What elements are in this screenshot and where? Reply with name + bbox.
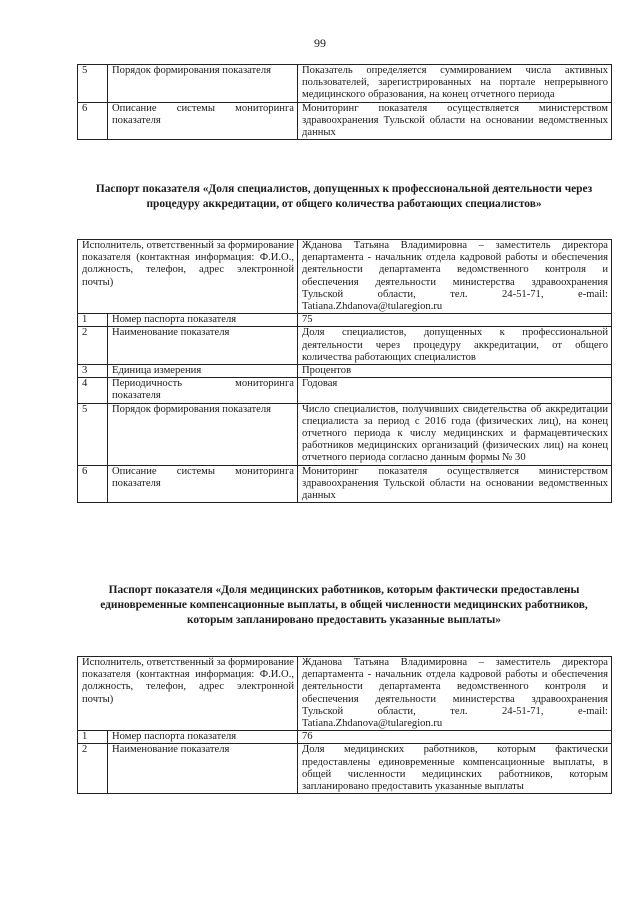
table-row: [78, 102, 612, 140]
row-value: Процентов: [298, 365, 612, 378]
table-row: [78, 465, 612, 503]
row-value: Доля специалистов, допущенных к профессиональной деятельности через процедуру аккредитации, от общего количества работающих специалистов: [298, 327, 612, 365]
row-label: Номер паспорта показателя: [108, 314, 298, 327]
page-number: 99: [314, 36, 326, 50]
table-row: [78, 327, 612, 365]
row-label: Описание системы мониторинга показателя: [108, 102, 298, 140]
row-number: 2: [78, 327, 108, 365]
passport-table-76: [77, 656, 612, 794]
executor-row: [78, 657, 612, 731]
row-number: 5: [78, 403, 108, 465]
row-number: 3: [78, 365, 108, 378]
row-number: 5: [78, 65, 108, 103]
table-row: [78, 314, 612, 327]
passport-table-continued: [77, 64, 612, 140]
row-number: 1: [78, 314, 108, 327]
executor-value: Жданова Татьяна Владимировна – заместитель директора департамента - начальник отдела кадровой работы и обеспечения деятельности департамента ведомственного контроля и обеспечения деятельности министерства здравоохранения Тульской области, тел. 24-51-71, e-mail: Tatiana.Zhdanova@tularegion.ru: [298, 240, 612, 314]
row-label: Порядок формирования показателя: [108, 65, 298, 103]
row-number: 6: [78, 465, 108, 503]
table-row: [78, 744, 612, 794]
row-value: Показатель определяется суммированием числа активных пользователей, зарегистрированных на портале непрерывного медицинского образования, на конец отчетного периода: [298, 65, 612, 103]
row-value: Годовая: [298, 378, 612, 403]
row-label: Периодичность мониторинга показателя: [108, 378, 298, 403]
row-number: 2: [78, 744, 108, 794]
table-row: [78, 731, 612, 744]
row-number: 4: [78, 378, 108, 403]
executor-row: [78, 240, 612, 314]
row-number: 6: [78, 102, 108, 140]
executor-label: Исполнитель, ответственный за формирование показателя (контактная информация: Ф.И.О., должность, телефон, адрес электронной почты): [78, 240, 298, 314]
row-value: Число специалистов, получивших свидетельства об аккредитации специалиста за период с 2016 года (физических лиц), на конец отчетного периода к числу медицинских и фармацевтических работников медицинских организаций (физических лиц) на конец отчетного периода согласно данным формы № 30: [298, 403, 612, 465]
row-value: Доля медицинских работников, которым фактически предоставлены единовременные компенсационные выплаты, в общей численности медицинских работников, которым запланировано предоставить указанные выплаты: [298, 744, 612, 794]
table-row: [78, 378, 612, 403]
row-label: Номер паспорта показателя: [108, 731, 298, 744]
executor-label: Исполнитель, ответственный за формирование показателя (контактная информация: Ф.И.О., должность, телефон, адрес электронной почты): [78, 657, 298, 731]
row-value: Мониторинг показателя осуществляется министерством здравоохранения Тульской области на основании ведомственных данных: [298, 102, 612, 140]
row-value: Мониторинг показателя осуществляется министерством здравоохранения Тульской области на основании ведомственных данных: [298, 465, 612, 503]
passport-heading-75: Паспорт показателя «Доля специалистов, допущенных к профессиональной деятельности через процедуру аккредитации, от общего количества работающих специалистов»: [95, 183, 593, 210]
passport-table-75: [77, 239, 612, 503]
executor-value: Жданова Татьяна Владимировна – заместитель директора департамента - начальник отдела кадровой работы и обеспечения деятельности департамента ведомственного контроля и обеспечения деятельности министерства здравоохранения Тульской области, тел. 24-51-71, e-mail: Tatiana.Zhdanova@tularegion.ru: [298, 657, 612, 731]
table-row: [78, 403, 612, 465]
passport-heading-76: Паспорт показателя «Доля медицинских работников, которым фактически предоставлены единовременные компенсационные выплаты, в общей численности медицинских работников, которым запланировано предоставить указанные выплаты»: [100, 584, 588, 626]
row-label: Единица измерения: [108, 365, 298, 378]
row-number: 1: [78, 731, 108, 744]
row-value: 75: [298, 314, 612, 327]
row-label: Порядок формирования показателя: [108, 403, 298, 465]
table-row: [78, 65, 612, 103]
row-label: Наименование показателя: [108, 744, 298, 794]
row-label: Наименование показателя: [108, 327, 298, 365]
table-row: [78, 365, 612, 378]
row-label: Описание системы мониторинга показателя: [108, 465, 298, 503]
row-value: 76: [298, 731, 612, 744]
